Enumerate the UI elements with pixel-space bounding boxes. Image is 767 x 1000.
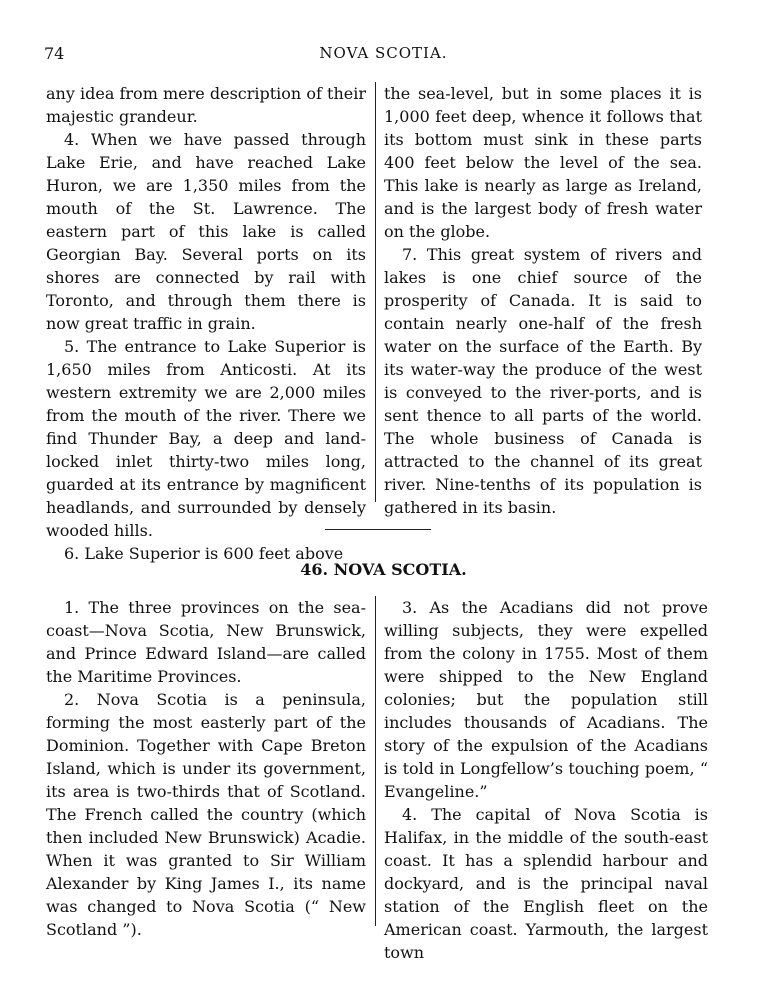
paragraph: 3. As the Acadians did not prove willing subjects, they were expelled from the colony in 1755. Most of them were shipped to the New England colonies; but the population still includes thousands of Acadians. The story of the expulsion of the Acadians is told in Longfellow’s touching poem, “ Evangeline.” <box>384 598 708 801</box>
bottom-left-column <box>46 596 366 941</box>
column-divider <box>375 82 376 502</box>
paragraph: 5. The entrance to Lake Superior is 1,650 miles from Anticosti. At its western extremity we are 2,000 miles from the mouth of the river. There we find Thunder Bay, a deep and land-locked inlet thirty-two miles long, guarded at its entrance by magnificent headlands, and surrounded by densely wooded hills. <box>46 337 366 540</box>
page-number: 74 <box>44 44 65 63</box>
top-right-column <box>384 82 702 519</box>
paragraph: any idea from mere description of their majestic grandeur. <box>46 84 366 126</box>
paragraph: 1. The three provinces on the sea-coast—Nova Scotia, New Brunswick, and Prince Edward Island—are called the Maritime Provinces. <box>46 598 366 686</box>
paragraph: 7. This great system of rivers and lakes is one chief source of the prosperity of Canada. It is said to contain nearly one-half of the fresh water on the surface of the Earth. By its water-way the produce of the west is conveyed to the river-ports, and is sent thence to all parts of the world. The whole business of Canada is attracted to the channel of its great river. Nine-tenths of its population is gathered in its basin. <box>384 245 702 517</box>
paragraph: 6. Lake Superior is 600 feet above <box>64 544 344 563</box>
paragraph: 2. Nova Scotia is a peninsula, forming the most easterly part of the Dominion. Together with Cape Breton Island, which is under its government, its area is two-thirds that of Scotland. The French called the country (which then included New Brunswick) Acadie. When it was granted to Sir William Alexander by King James I., its name was changed to Nova Scotia (“ New Scotland ”). <box>46 690 366 939</box>
running-head: NOVA SCOTIA. <box>319 44 448 62</box>
paragraph: 4. The capital of Nova Scotia is Halifax, in the middle of the south-east coast. It has a splendid harbour and dockyard, and is the principal naval station of the English fleet on the American coast. Yarmouth, the largest town <box>384 805 708 962</box>
top-left-column <box>46 82 366 565</box>
paragraph: the sea-level, but in some places it is 1,000 feet deep, whence it follows that its bottom must sink in these parts 400 feet below the level of the sea. This lake is nearly as large as Ireland, and is the largest body of fresh water on the globe. <box>384 84 702 241</box>
column-divider <box>375 596 376 926</box>
paragraph: 4. When we have passed through Lake Erie, and have reached Lake Huron, we are 1,350 miles from the mouth of the St. Lawrence. The eastern part of this lake is called Georgian Bay. Several ports on its shores are connected by rail with Toronto, and through them there is now great traffic in grain. <box>46 130 366 333</box>
section-title: 46. NOVA SCOTIA. <box>300 560 467 579</box>
section-separator <box>325 529 431 530</box>
bottom-right-column <box>384 596 708 964</box>
